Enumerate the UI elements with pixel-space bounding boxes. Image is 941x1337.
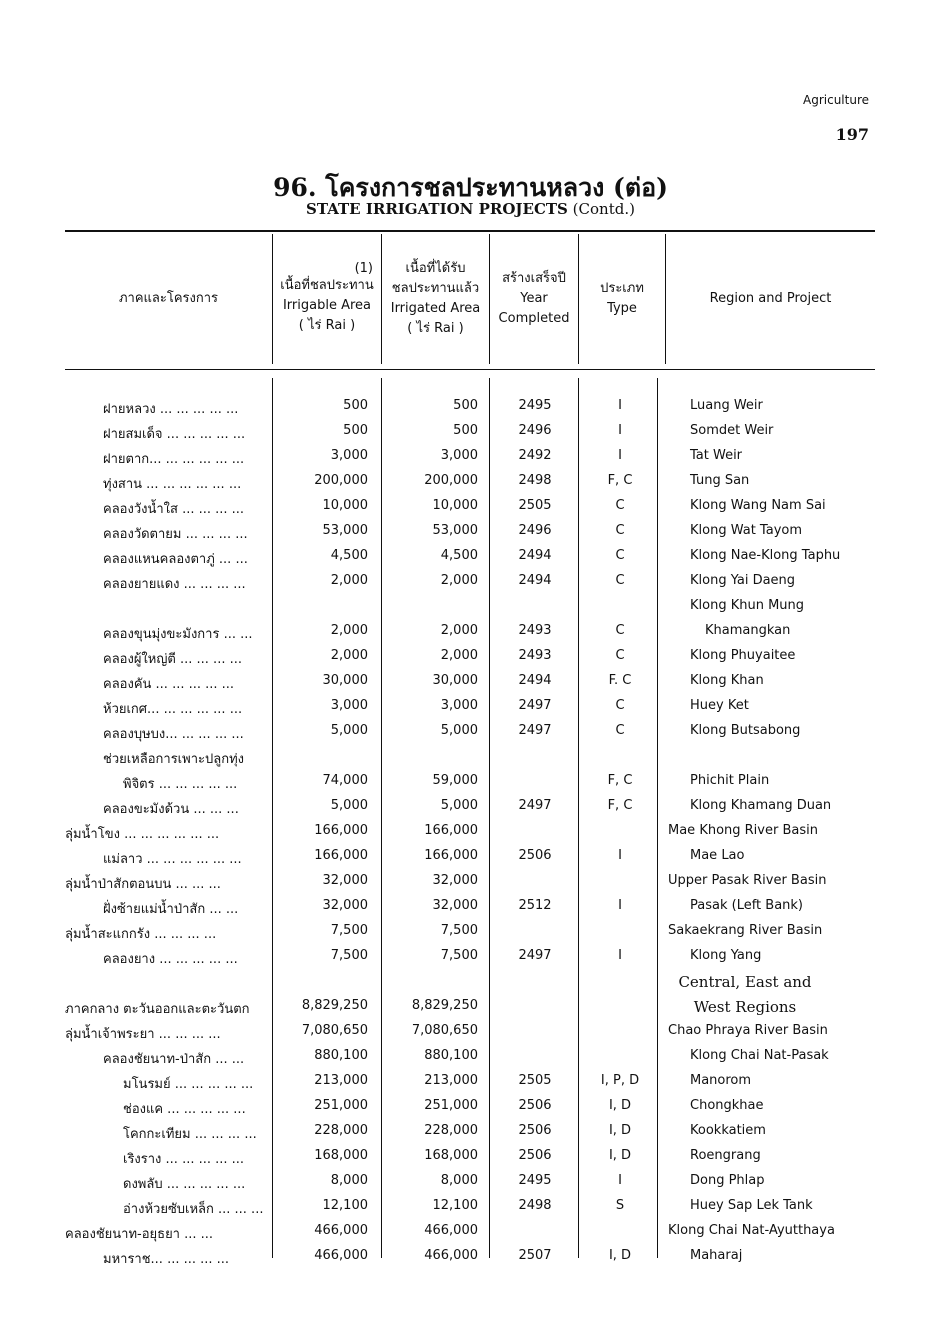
- table-row: [65, 469, 895, 494]
- project-name-thai: คลองชัยนาท-ป่าสัก ... ...: [103, 1052, 245, 1067]
- irrigable-area-value: 8,829,250: [301, 998, 368, 1013]
- project-type-value: I, D: [608, 1123, 632, 1138]
- project-name-thai: ฝายหลวง ... ... ... ... ...: [103, 402, 239, 417]
- irrigable-area-value: 4,500: [330, 548, 368, 563]
- irrigable-area-value: 228,000: [314, 1123, 368, 1138]
- project-type-value: C: [615, 498, 625, 513]
- irrigated-area-value: 32,000: [432, 873, 478, 888]
- project-name-english: Mae Khong River Basin: [668, 823, 818, 838]
- project-name-thai: คลองขะมังด้วน ... ... ...: [103, 802, 239, 817]
- irrigated-area-value: 59,000: [432, 773, 478, 788]
- project-name-english: Chao Phraya River Basin: [668, 1023, 828, 1038]
- project-type-value: I, D: [608, 1098, 632, 1113]
- year-completed-value: 2506: [518, 1148, 552, 1163]
- project-name-english: Klong Yai Daeng: [690, 573, 796, 588]
- table-top-rule: [65, 230, 875, 232]
- table-row: [65, 394, 895, 419]
- header-irrigated-thai: เนื้อที่ได้รับ: [405, 261, 466, 276]
- table-row: [65, 969, 895, 994]
- header-region-thai: [65, 234, 272, 364]
- year-completed-value: 2494: [518, 673, 552, 688]
- project-name-thai: คลองวัดตายม ... ... ... ...: [103, 527, 248, 542]
- project-type-value: C: [615, 623, 625, 638]
- irrigated-area-value: 5,000: [440, 798, 478, 813]
- year-completed-value: 2493: [518, 623, 552, 638]
- project-type-value: I: [618, 898, 622, 913]
- year-completed-value: 2498: [518, 1198, 552, 1213]
- project-name-english: Klong Khan: [690, 673, 764, 688]
- irrigable-area-value: 30,000: [322, 673, 368, 688]
- project-type-value: F, C: [607, 473, 633, 488]
- header-irrigable-note: (1): [354, 261, 373, 276]
- irrigated-area-value: 213,000: [424, 1073, 478, 1088]
- irrigable-area-value: 166,000: [314, 823, 368, 838]
- table-row: [65, 1169, 895, 1194]
- header-type-thai: ประเภท: [600, 281, 644, 296]
- project-name-thai: คลองชัยนาท-อยุธยา ... ...: [65, 1227, 214, 1242]
- project-name-thai: ฝายตาก... ... ... ... ... ...: [103, 452, 245, 467]
- project-name-english: Luang Weir: [690, 398, 763, 413]
- table-row: [65, 1244, 895, 1269]
- project-name-english: Dong Phlap: [690, 1173, 765, 1188]
- project-name-thai: ภาคกลาง ตะวันออกและตะวันตก: [65, 1002, 250, 1017]
- header-irrigated-unit: ( ไร่ Rai ): [407, 321, 464, 336]
- project-name-thai: คลองยายแดง ... ... ... ...: [103, 577, 246, 592]
- project-type-value: F, C: [607, 773, 633, 788]
- project-name-thai: ฝายสมเด็จ ... ... ... ... ...: [103, 427, 246, 442]
- project-name-thai: คลองคัน ... ... ... ... ...: [103, 677, 235, 692]
- table-row: [65, 519, 895, 544]
- irrigable-area-value: 10,000: [322, 498, 368, 513]
- project-name-english: Somdet Weir: [690, 423, 774, 438]
- project-name-thai: ลุ่มน้ำสะแกกรัง ... ... ... ...: [65, 927, 217, 942]
- header-irrigable-area: [273, 234, 381, 364]
- project-name-english: Klong Chai Nat-Pasak: [690, 1048, 829, 1063]
- project-type-value: C: [615, 648, 625, 663]
- project-name-thai: คลองบุษบง... ... ... ... ...: [103, 727, 244, 742]
- irrigated-area-value: 2,000: [440, 623, 478, 638]
- table-row: [65, 919, 895, 944]
- project-name-english: Klong Yang: [690, 948, 762, 963]
- project-name-english: Manorom: [690, 1073, 752, 1088]
- table-row: [65, 419, 895, 444]
- irrigated-area-value: 251,000: [424, 1098, 478, 1113]
- header-year-completed: [490, 234, 578, 364]
- irrigable-area-value: 500: [343, 423, 368, 438]
- project-name-thai: มหาราช... ... ... ... ...: [103, 1252, 230, 1267]
- table-row: [65, 1144, 895, 1169]
- project-name-english: Klong Wat Tayom: [690, 523, 802, 538]
- header-year-english-1: Year: [520, 291, 548, 306]
- project-name-english: Tung San: [690, 473, 750, 488]
- irrigable-area-value: 200,000: [314, 473, 368, 488]
- project-name-english: Huey Ket: [690, 698, 749, 713]
- irrigated-area-value: 30,000: [432, 673, 478, 688]
- irrigable-area-value: 7,500: [330, 948, 368, 963]
- year-completed-value: 2494: [518, 573, 552, 588]
- irrigable-area-value: 7,500: [330, 923, 368, 938]
- project-name-english: Klong Nae-Klong Taphu: [690, 548, 841, 563]
- irrigated-area-value: 7,500: [440, 923, 478, 938]
- table-row: [65, 894, 895, 919]
- table-row: [65, 744, 895, 769]
- irrigated-area-value: 166,000: [424, 823, 478, 838]
- year-completed-value: 2507: [518, 1248, 552, 1263]
- project-type-value: I, P, D: [600, 1073, 640, 1088]
- project-type-value: S: [615, 1198, 625, 1213]
- project-type-value: C: [615, 723, 625, 738]
- header-irrigated-thai-2: ชลประทานแล้ว: [391, 281, 480, 296]
- year-completed-value: 2492: [518, 448, 552, 463]
- irrigable-area-value: 166,000: [314, 848, 368, 863]
- project-name-english: Sakaekrang River Basin: [668, 923, 823, 938]
- table-row: [65, 1194, 895, 1219]
- irrigable-area-value: 53,000: [322, 523, 368, 538]
- irrigated-area-value: 168,000: [424, 1148, 478, 1163]
- project-name-thai: แม่ลาว ... ... ... ... ... ...: [103, 852, 242, 867]
- header-irrigated-area: [382, 234, 489, 364]
- irrigable-area-value: 74,000: [322, 773, 368, 788]
- irrigated-area-value: 7,500: [440, 948, 478, 963]
- project-name-english: Chongkhae: [690, 1098, 764, 1113]
- table-row: [65, 544, 895, 569]
- irrigated-area-value: 4,500: [440, 548, 478, 563]
- table-row: [65, 844, 895, 869]
- irrigated-area-value: 2,000: [440, 573, 478, 588]
- irrigable-area-value: 5,000: [330, 798, 368, 813]
- irrigated-area-value: 466,000: [424, 1248, 478, 1263]
- irrigable-area-value: 32,000: [322, 898, 368, 913]
- irrigable-area-value: 5,000: [330, 723, 368, 738]
- project-name-thai: มโนรมย์ ... ... ... ... ...: [123, 1077, 254, 1092]
- header-bottom-rule: [65, 369, 875, 370]
- project-name-english: Klong Phuyaitee: [690, 648, 796, 663]
- project-name-english: Tat Weir: [690, 448, 743, 463]
- project-name-english: Klong Wang Nam Sai: [690, 498, 826, 513]
- year-completed-value: 2506: [518, 848, 552, 863]
- project-name-english: Central, East and: [678, 973, 812, 991]
- project-type-value: F, C: [607, 798, 633, 813]
- irrigable-area-value: 7,080,650: [301, 1023, 368, 1038]
- project-name-thai: ฝั่งซ้ายแม่น้ำป่าสัก ... ...: [103, 902, 239, 917]
- project-name-thai: ลุ่มน้ำเจ้าพระยา ... ... ... ...: [65, 1027, 221, 1042]
- header-irrigable-unit: ( ไร่ Rai ): [298, 318, 356, 333]
- irrigable-area-value: 213,000: [314, 1073, 368, 1088]
- table-row: [65, 569, 895, 594]
- project-name-thai: คลองผู้ใหญ่ตี ... ... ... ...: [103, 652, 242, 667]
- project-name-english: Klong Khamang Duan: [690, 798, 832, 813]
- year-completed-value: 2495: [518, 1173, 552, 1188]
- project-name-thai: คลองยาง ... ... ... ... ...: [103, 952, 238, 967]
- year-completed-value: 2495: [518, 398, 552, 413]
- project-name-thai: อ่างห้วยซับเหล็ก ... ... ...: [123, 1202, 264, 1217]
- project-name-english: Maharaj: [690, 1248, 743, 1263]
- irrigable-area-value: 12,100: [322, 1198, 368, 1213]
- header-region-english: [666, 234, 875, 364]
- project-name-thai: คลองวังน้ำใส ... ... ... ...: [103, 502, 245, 517]
- project-type-value: I: [618, 1173, 622, 1188]
- table-title-thai: 96. โครงการชลประทานหลวง (ต่อ): [273, 173, 668, 202]
- header-type: [579, 234, 665, 364]
- project-name-english: Pasak (Left Bank): [690, 898, 804, 913]
- irrigable-area-value: 880,100: [314, 1048, 368, 1063]
- year-completed-value: 2506: [518, 1098, 552, 1113]
- table-row: [65, 769, 895, 794]
- title-english-suffix: (Contd.): [572, 200, 635, 218]
- irrigated-area-value: 32,000: [432, 898, 478, 913]
- header-year-thai: สร้างเสร็จปี: [502, 271, 566, 286]
- irrigated-area-value: 880,100: [424, 1048, 478, 1063]
- header-irrigable-thai: เนื้อที่ชลประทาน: [280, 278, 374, 293]
- table-row: [65, 994, 895, 1019]
- irrigable-area-value: 2,000: [330, 623, 368, 638]
- project-name-english: Roengrang: [690, 1148, 761, 1163]
- irrigated-area-value: 8,829,250: [411, 998, 478, 1013]
- table-row: [65, 444, 895, 469]
- irrigated-area-value: 500: [453, 423, 478, 438]
- irrigable-area-value: 3,000: [330, 698, 368, 713]
- year-completed-value: 2497: [518, 948, 552, 963]
- year-completed-value: 2505: [518, 1073, 552, 1088]
- project-name-thai: ดงพลับ ... ... ... ... ...: [123, 1177, 246, 1192]
- irrigable-area-value: 8,000: [330, 1173, 368, 1188]
- table-row: [65, 694, 895, 719]
- irrigable-area-value: 251,000: [314, 1098, 368, 1113]
- project-name-english: Phichit Plain: [690, 773, 770, 788]
- irrigated-area-value: 8,000: [440, 1173, 478, 1188]
- irrigated-area-value: 3,000: [440, 448, 478, 463]
- project-name-thai: ช่วยเหลือการเพาะปลูกทุ่ง: [103, 752, 244, 767]
- irrigable-area-value: 2,000: [330, 648, 368, 663]
- project-name-thai: ห้วยเกศ... ... ... ... ... ...: [103, 702, 243, 717]
- table-row: [65, 1219, 895, 1244]
- irrigable-area-value: 500: [343, 398, 368, 413]
- irrigated-area-value: 466,000: [424, 1223, 478, 1238]
- project-type-value: I, D: [608, 1148, 632, 1163]
- project-type-value: I: [618, 948, 622, 963]
- project-name-thai: ลุ่มน้ำโขง ... ... ... ... ... ...: [65, 827, 220, 842]
- table-row: [65, 669, 895, 694]
- project-name-thai: ช่องแค ... ... ... ... ...: [123, 1102, 246, 1117]
- irrigable-area-value: 466,000: [314, 1223, 368, 1238]
- table-row: [65, 1094, 895, 1119]
- year-completed-value: 2497: [518, 798, 552, 813]
- year-completed-value: 2493: [518, 648, 552, 663]
- irrigated-area-value: 200,000: [424, 473, 478, 488]
- project-name-english: Kookkatiem: [690, 1123, 766, 1138]
- project-name-english: Klong Butsabong: [690, 723, 801, 738]
- project-name-thai: พิจิตร ... ... ... ... ...: [123, 777, 238, 792]
- irrigated-area-value: 12,100: [432, 1198, 478, 1213]
- project-type-value: I: [618, 848, 622, 863]
- project-name-thai: โคกกะเทียม ... ... ... ...: [123, 1127, 257, 1142]
- project-name-english: Huey Sap Lek Tank: [690, 1198, 813, 1213]
- running-head: Agriculture: [803, 93, 869, 107]
- irrigable-area-value: 3,000: [330, 448, 368, 463]
- year-completed-value: 2498: [518, 473, 552, 488]
- project-type-value: C: [615, 573, 625, 588]
- irrigated-area-value: 10,000: [432, 498, 478, 513]
- year-completed-value: 2494: [518, 548, 552, 563]
- header-type-english: Type: [607, 301, 637, 316]
- title-english-main: STATE IRRIGATION PROJECTS: [306, 200, 568, 218]
- project-name-thai: คลองแหนคลองตาภู่ ... ...: [103, 552, 248, 567]
- irrigated-area-value: 53,000: [432, 523, 478, 538]
- project-name-english: Khamangkan: [705, 623, 791, 638]
- project-name-english: Klong Khun Mung: [690, 598, 805, 613]
- header-irrigated-english: Irrigated Area: [390, 301, 481, 316]
- project-name-english: West Regions: [693, 998, 797, 1016]
- header-year-english-2: Completed: [498, 311, 570, 326]
- table-row: [65, 794, 895, 819]
- year-completed-value: 2496: [518, 523, 552, 538]
- project-type-value: I: [618, 423, 622, 438]
- header-region-thai-label: ภาคและโครงการ: [118, 291, 219, 306]
- project-name-english: Upper Pasak River Basin: [668, 873, 827, 888]
- project-name-thai: ทุ่งสาน ... ... ... ... ... ...: [103, 477, 242, 492]
- irrigable-area-value: 2,000: [330, 573, 368, 588]
- page-number: 197: [835, 125, 869, 144]
- project-type-value: I: [618, 398, 622, 413]
- table-row: [65, 1069, 895, 1094]
- table-row: [65, 944, 895, 969]
- project-name-thai: ลุ่มน้ำป่าสักตอนบน ... ... ...: [65, 877, 221, 892]
- project-type-value: C: [615, 698, 625, 713]
- irrigable-area-value: 466,000: [314, 1248, 368, 1263]
- project-name-thai: เริงราง ... ... ... ... ...: [123, 1152, 245, 1167]
- header-irrigable-english: Irrigable Area: [282, 298, 372, 313]
- project-type-value: I: [618, 448, 622, 463]
- table-row: [65, 1044, 895, 1069]
- irrigated-area-value: 3,000: [440, 698, 478, 713]
- year-completed-value: 2496: [518, 423, 552, 438]
- year-completed-value: 2505: [518, 498, 552, 513]
- irrigated-area-value: 228,000: [424, 1123, 478, 1138]
- project-name-thai: คลองขุนมุ่งขะมังการ ... ...: [103, 627, 253, 642]
- table-row: [65, 719, 895, 744]
- project-type-value: C: [615, 523, 625, 538]
- table-row: [65, 1019, 895, 1044]
- table-title-english: [0, 200, 941, 218]
- irrigable-area-value: 168,000: [314, 1148, 368, 1163]
- irrigated-area-value: 166,000: [424, 848, 478, 863]
- table-row: [65, 1119, 895, 1144]
- irrigated-area-value: 500: [453, 398, 478, 413]
- table-row: [65, 644, 895, 669]
- project-type-value: F. C: [608, 673, 632, 688]
- project-type-value: I, D: [608, 1248, 632, 1263]
- table-row: [65, 819, 895, 844]
- year-completed-value: 2497: [518, 723, 552, 738]
- table-row: [65, 619, 895, 644]
- irrigated-area-value: 5,000: [440, 723, 478, 738]
- irrigated-area-value: 2,000: [440, 648, 478, 663]
- project-type-value: C: [615, 548, 625, 563]
- year-completed-value: 2512: [518, 898, 552, 913]
- irrigable-area-value: 32,000: [322, 873, 368, 888]
- table-row: [65, 594, 895, 619]
- year-completed-value: 2506: [518, 1123, 552, 1138]
- project-name-english: Mae Lao: [690, 848, 745, 863]
- project-name-english: Klong Chai Nat-Ayutthaya: [668, 1223, 835, 1238]
- table-row: [65, 494, 895, 519]
- header-region-english-label: Region and Project: [709, 291, 832, 306]
- year-completed-value: 2497: [518, 698, 552, 713]
- irrigated-area-value: 7,080,650: [411, 1023, 478, 1038]
- table-row: [65, 869, 895, 894]
